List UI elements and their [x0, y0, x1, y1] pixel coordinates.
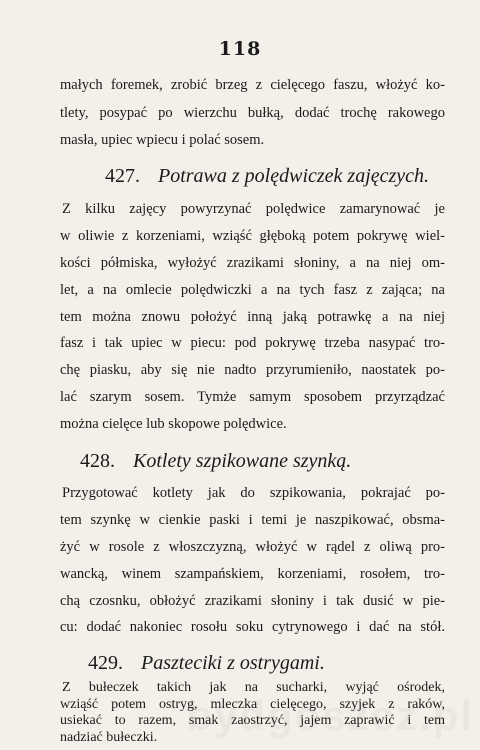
text-line: wancką, winem szampańskiem, korzeniami, rosołem, tro- — [60, 566, 445, 582]
text-line: cu: dodać nakoniec rosołu soku cytrynowego i dać na stół. — [60, 619, 445, 635]
text-line: wziąść potem ostryg, mleczka cielęcego, szyjek z raków, — [60, 696, 445, 712]
recipe-title: Potrawa z polędwiczek zajęczych. — [158, 165, 430, 187]
recipe-heading-428 — [80, 450, 351, 473]
page-number: 118 — [218, 38, 262, 60]
text-line: chą czosnku, obłożyć zrazikami słoniny i tak dusić w pie- — [60, 593, 445, 609]
text-line: tlety, posypać po wierzchu bułką, dodać trochę rakowego — [60, 105, 445, 121]
text-line: małych foremek, zrobić brzeg z cielęcego faszu, włożyć ko- — [60, 77, 445, 93]
text-line: masła, upiec wpiecu i polać sosem. — [60, 132, 265, 148]
text-line: kości półmiska, wyłożyć zrazikami słoniny, a na niej om- — [60, 255, 445, 271]
recipe-number: 429. — [88, 652, 123, 674]
text-line: chę piasku, aby się nie nadto przyrumieniło, naostatek po- — [60, 362, 445, 378]
text-line: usiekać to razem, smak zaostrzyć, jajem zaprawić i tem — [60, 713, 445, 728]
text-line: Z kilku zajęcy powyrzynać polędwice zamarynować je — [62, 201, 445, 217]
recipe-title: Kotlety szpikowane szynką. — [133, 450, 352, 472]
recipe-number: 428. — [80, 450, 115, 472]
text-line: tem szynkę w cienkie paski i temi je naszpikować, obsma- — [60, 512, 445, 528]
text-line: lać szarym sosem. Tymże samym sposobem przyrządzać — [60, 389, 445, 405]
recipe-number: 427. — [105, 165, 140, 187]
text-line: fasz i tak upiec w piecu: pod pokrywę trzeba nasypać tro- — [60, 335, 445, 351]
text-line: w oliwie z korzeniami, wziąść głęboką potem pokrywę wiel- — [60, 228, 445, 244]
text-line: tem można znowu położyć inną jaką potrawkę a na niej — [60, 309, 445, 325]
text-line: Przygotować kotlety jak do szpikowania, pokrajać po- — [62, 485, 445, 501]
recipe-heading-427 — [105, 165, 429, 188]
text-line: nadziać bułeczki. — [60, 729, 158, 745]
recipe-title: Paszteciki z ostrygami. — [141, 652, 325, 674]
recipe-heading-429 — [88, 652, 325, 675]
text-line: Z bułeczek takich jak na sucharki, wyjąć ośrodek, — [62, 680, 445, 695]
text-line: żyć w rosole z włoszczyzną, włożyć w rądel z oliwą pro- — [60, 539, 445, 555]
text-line: można cielęce lub skopowe polędwice. — [60, 416, 287, 432]
text-line: let, a na omlecie polędwiczki a na tych fasz z zająca; na — [60, 282, 445, 298]
